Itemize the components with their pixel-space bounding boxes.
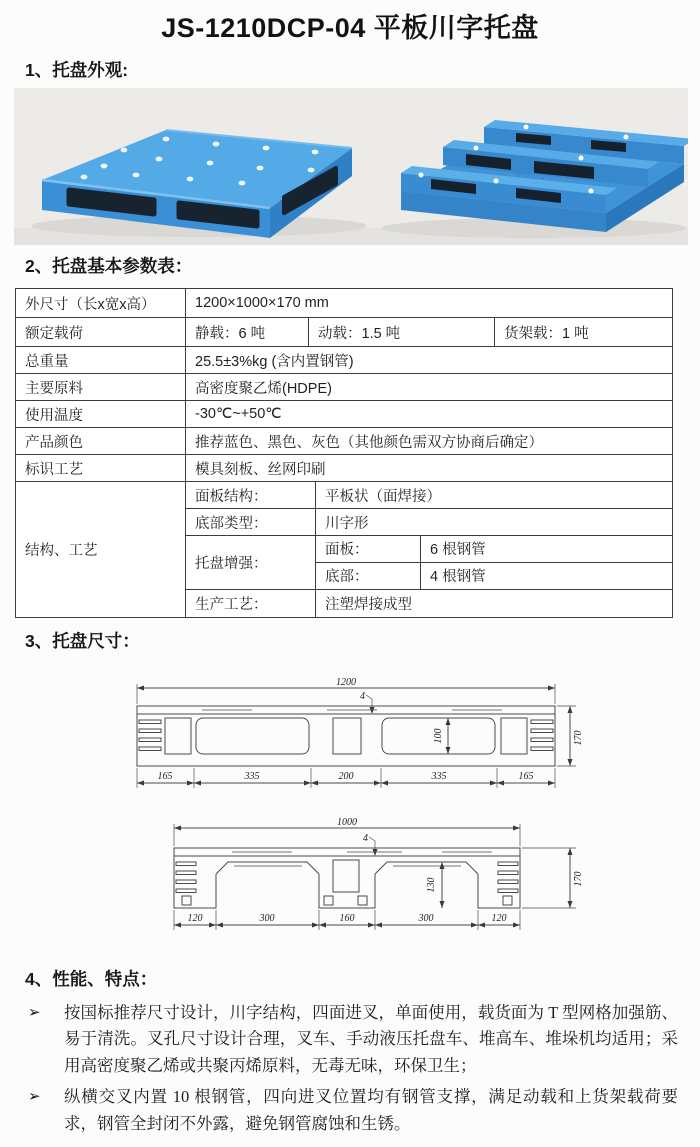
dim-label: 335 — [244, 771, 260, 782]
spec-label: 产品颜色 — [16, 428, 186, 454]
spec-label: 使用温度 — [16, 401, 186, 427]
spec-row-color — [16, 428, 672, 455]
pallet-length-drawing — [112, 676, 602, 808]
spec-value: 高密度聚乙烯(HDPE) — [195, 380, 332, 397]
feature-item — [28, 1084, 678, 1137]
spec-value: 1200×1000×170 mm — [195, 295, 329, 311]
spec-row-dimensions — [16, 289, 672, 318]
dim-label: 160 — [339, 913, 355, 924]
spec-dynamic-load: 动载：1.5 吨 — [309, 318, 495, 346]
spec-table — [15, 288, 673, 618]
dim-label: 120 — [187, 913, 203, 924]
spec-label: 总重量 — [16, 347, 186, 373]
features-list — [28, 1000, 678, 1142]
spec-static-load: 静载：6 吨 — [186, 318, 309, 346]
page-title: JS-1210DCP-04 平板川字托盘 — [161, 13, 539, 43]
spec-label: 额定载荷 — [16, 318, 186, 346]
dim-label: 165 — [518, 771, 534, 782]
feature-text: 按国标推荐尺寸设计，川字结构，四面进叉，单面使用，载货面为 T 型网格加强筋、易于清洗。叉孔尺寸设计合理，叉车、手动液压托盘车、堆高车、堆垛机均适用；采用高密度聚乙烯或共聚丙烯原料，无毒无味，环保卫生； — [64, 1003, 678, 1075]
spec-value: 模具刻板、丝网印刷 — [195, 461, 326, 478]
reinforce-sub-label: 面板： — [316, 536, 421, 562]
feature-text: 纵横交叉内置 10 根钢管，四向进叉位置均有钢管支撑，满足动载和上货架载荷要求，钢管全封闭不外露，避免钢管腐蚀和生锈。 — [64, 1087, 678, 1133]
section-4-heading: 4、性能、特点： — [25, 969, 158, 989]
dim-label: 335 — [431, 771, 447, 782]
dim-label: 4 — [363, 833, 368, 844]
pallet-width-drawing — [112, 816, 602, 956]
spec-row-load — [16, 318, 672, 347]
spec-value: 25.5±3%kg (含内置钢管) — [195, 353, 354, 370]
structure-sub-value: 注塑焊接成型 — [325, 597, 412, 613]
spec-label: 标识工艺 — [16, 455, 186, 481]
section-1-heading: 1、托盘外观: — [25, 60, 129, 80]
spec-label: 结构、工艺 — [16, 482, 186, 617]
reinforce-sub-label: 底部： — [316, 563, 421, 589]
section-2-heading: 2、托盘基本参数表： — [25, 256, 193, 276]
arrow-bullet-icon: ➢ — [28, 1089, 41, 1106]
dim-label: 1000 — [337, 817, 357, 828]
structure-sub-label: 底部类型： — [186, 509, 316, 535]
spec-row-weight — [16, 347, 672, 374]
structure-sub-label: 生产工艺： — [186, 590, 316, 617]
structure-sub-label: 托盘增强： — [186, 536, 316, 589]
spec-label: 外尺寸（长x宽x高） — [16, 289, 186, 317]
reinforce-sub-value: 4 根钢管 — [430, 569, 486, 586]
dim-label: 200 — [338, 771, 354, 782]
spec-value: -30℃~+50℃ — [195, 406, 282, 422]
dim-label: 170 — [573, 730, 584, 746]
dim-label: 1200 — [336, 677, 356, 688]
structure-sub-value: 川字形 — [325, 515, 369, 532]
structure-process-row — [186, 590, 672, 617]
feature-item — [28, 1000, 678, 1079]
structure-sub-value: 平板状（面焊接） — [325, 488, 441, 505]
reinforce-sub-value: 6 根钢管 — [430, 542, 486, 559]
spec-value: 推荐蓝色、黑色、灰色（其他颜色需双方协商后确定） — [195, 434, 543, 451]
section-3-heading: 3、托盘尺寸： — [25, 631, 140, 651]
dim-label: 100 — [433, 728, 444, 744]
dim-label: 130 — [426, 877, 437, 893]
dim-label: 170 — [573, 871, 584, 887]
spec-rack-load: 货架载：1 吨 — [504, 325, 589, 342]
pallet-photos — [14, 88, 688, 245]
dim-label: 4 — [360, 691, 365, 702]
dim-label: 120 — [491, 913, 507, 924]
structure-bottom-row — [186, 509, 672, 536]
dim-label: 300 — [259, 913, 275, 924]
reinforce-bottom-row — [316, 563, 672, 589]
spec-label: 主要原料 — [16, 374, 186, 400]
pallet-bottom-view-image — [366, 88, 688, 245]
reinforce-panel-row — [316, 536, 672, 563]
structure-sub-label: 面板结构： — [186, 482, 316, 508]
spec-row-material — [16, 374, 672, 401]
dim-label: 300 — [418, 913, 434, 924]
dim-label: 165 — [157, 771, 173, 782]
spec-row-marking — [16, 455, 672, 482]
arrow-bullet-icon: ➢ — [28, 1005, 41, 1021]
spec-row-structure — [16, 482, 672, 617]
spec-row-temperature — [16, 401, 672, 428]
pallet-top-view-image — [14, 88, 366, 245]
structure-panel-row — [186, 482, 672, 509]
structure-reinforce-row — [186, 536, 672, 590]
